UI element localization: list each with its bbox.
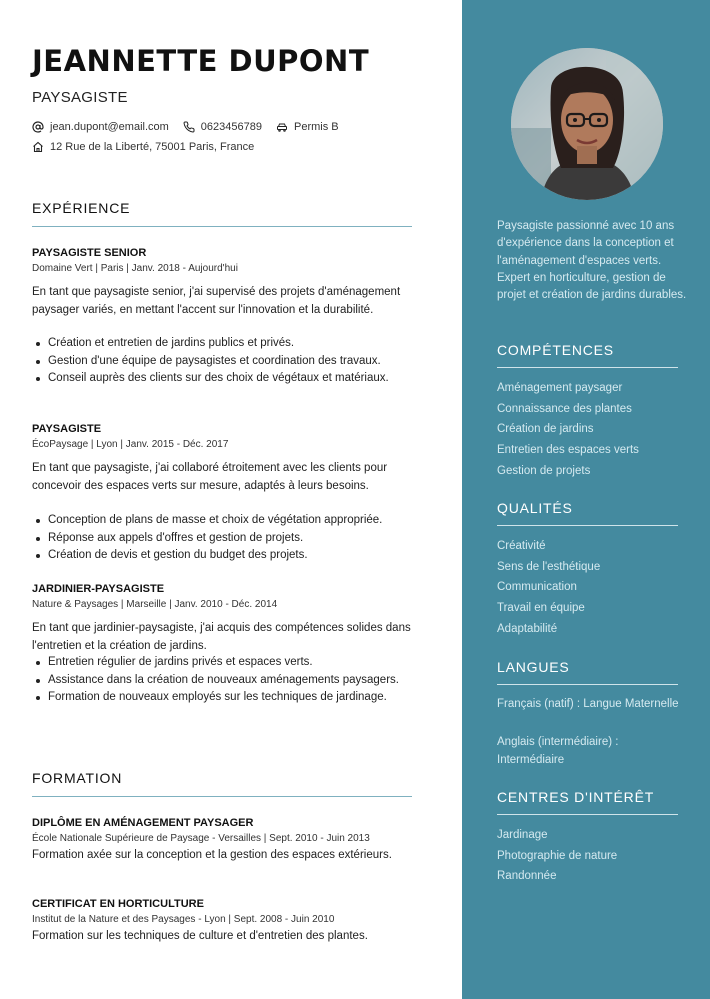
- candidate-job-title: PAYSAGISTE: [32, 89, 128, 106]
- job-summary-3: En tant que jardinier-paysagiste, j'ai acquis des compétences solides dans l'entretien et la création de jardins.: [32, 622, 411, 652]
- qualities-title: QUALITÉS: [497, 500, 678, 526]
- education-title-2: CERTIFICAT EN HORTICULTURE: [32, 898, 204, 910]
- list-item: Connaissance des plantes: [497, 402, 632, 415]
- list-item: Création de devis et gestion du budget des projets.: [32, 547, 418, 565]
- list-item: Aménagement paysager: [497, 382, 623, 394]
- job-bullets-3: [32, 654, 418, 707]
- contact-address: 12 Rue de la Liberté, 75001 Paris, France: [32, 141, 268, 153]
- education-desc-1: Formation axée sur la conception et la gestion des espaces extérieurs.: [32, 849, 392, 861]
- list-item: Entretien régulier de jardins privés et espaces verts.: [32, 654, 418, 672]
- car-icon: [276, 121, 288, 133]
- portrait-image: [511, 48, 663, 200]
- profile-photo: [511, 48, 663, 200]
- list-item: Communication: [497, 581, 577, 594]
- experience-title: EXPÉRIENCE: [32, 200, 412, 227]
- language-item-2: Anglais (intermédiaire) : Intermédiaire: [497, 736, 619, 766]
- job-title-3: JARDINIER-PAYSAGISTE: [32, 583, 165, 595]
- qualities-list: [497, 536, 687, 639]
- education-title-1: DIPLÔME EN AMÉNAGEMENT PAYSAGER: [32, 817, 254, 829]
- list-item: Formation de nouveaux employés sur les techniques de jardinage.: [32, 689, 418, 707]
- list-item: Création de jardins: [497, 423, 594, 436]
- contact-phone: 0623456789: [183, 121, 262, 133]
- list-item: Créativité: [497, 540, 546, 552]
- phone-icon: [183, 121, 195, 133]
- skills-title: COMPÉTENCES: [497, 342, 678, 368]
- list-item: Adaptabilité: [497, 622, 558, 635]
- list-item: Jardinage: [497, 829, 548, 841]
- job-summary-1: En tant que paysagiste senior, j'ai supervisé des projets d'aménagement paysager variés, en mettant l'accent sur l'innovation et la durabilité.: [32, 286, 401, 316]
- education-meta-1: École Nationale Supérieure de Paysage - Versailles | Sept. 2010 - Juin 2013: [32, 833, 370, 844]
- at-icon: [32, 121, 44, 133]
- profile-summary: Paysagiste passionné avec 10 ans d'expérience dans la conception et l'aménagement d'espaces verts. Expert en horticulture, gestion de projet et création de jardins durables.: [497, 220, 687, 302]
- job-meta-1: Domaine Vert | Paris | Janv. 2018 - Aujourd'hui: [32, 263, 238, 274]
- job-meta-2: ÉcoPaysage | Lyon | Janv. 2015 - Déc. 2017: [32, 439, 229, 450]
- list-item: Sens de l'esthétique: [497, 560, 601, 573]
- interests-list: [497, 825, 687, 887]
- list-item: Gestion d'une équipe de paysagistes et coordination des travaux.: [32, 353, 418, 371]
- list-item: Assistance dans la création de nouveaux aménagements paysagers.: [32, 672, 418, 690]
- language-item-1: Français (natif) : Langue Maternelle: [497, 698, 679, 710]
- skills-list: [497, 378, 687, 481]
- job-title-2: PAYSAGISTE: [32, 423, 102, 435]
- list-item: Conception de plans de masse et choix de végétation appropriée.: [32, 512, 418, 530]
- languages-title: LANGUES: [497, 659, 678, 685]
- job-bullets-2: [32, 512, 418, 565]
- candidate-name: JEANNETTE DUPONT: [32, 44, 370, 78]
- education-meta-2: Institut de la Nature et des Paysages - Lyon | Sept. 2008 - Juin 2010: [32, 914, 335, 925]
- list-item: Travail en équipe: [497, 602, 585, 615]
- list-item: Photographie de nature: [497, 849, 618, 862]
- job-summary-2: En tant que paysagiste, j'ai collaboré étroitement avec les clients pour concevoir des espaces verts sur mesure, adaptés à leurs besoins.: [32, 462, 388, 492]
- home-icon: [32, 141, 44, 153]
- list-item: Randonnée: [497, 870, 557, 883]
- job-title-1: PAYSAGISTE SENIOR: [32, 247, 147, 259]
- list-item: Création et entretien de jardins publics et privés.: [32, 335, 418, 353]
- contact-license: Permis B: [276, 121, 339, 133]
- list-item: Gestion de projets: [497, 464, 591, 477]
- job-meta-3: Nature & Paysages | Marseille | Janv. 2010 - Déc. 2014: [32, 599, 278, 610]
- education-title: FORMATION: [32, 770, 412, 797]
- list-item: Conseil auprès des clients sur des choix de végétaux et matériaux.: [32, 370, 418, 388]
- interests-title: CENTRES D'INTÉRÊT: [497, 789, 678, 815]
- list-item: Entretien des espaces verts: [497, 444, 639, 457]
- job-bullets-1: [32, 335, 418, 388]
- education-desc-2: Formation sur les techniques de culture et d'entretien des plantes.: [32, 930, 368, 942]
- list-item: Réponse aux appels d'offres et gestion de projets.: [32, 530, 418, 548]
- contact-row: [32, 121, 353, 133]
- contact-email: jean.dupont@email.com: [32, 121, 169, 133]
